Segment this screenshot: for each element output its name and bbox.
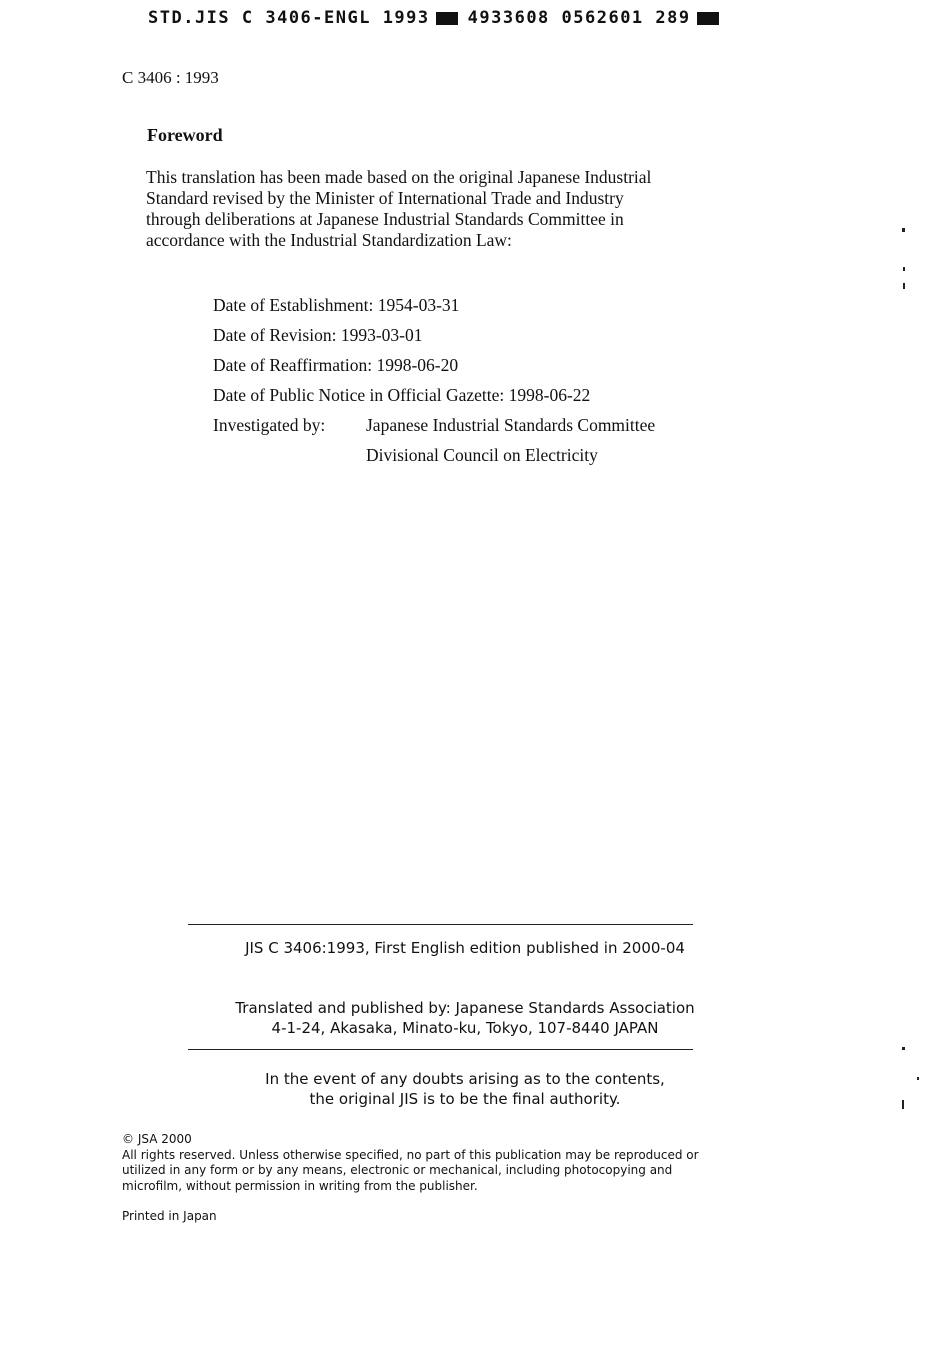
printed-in: Printed in Japan	[122, 1209, 217, 1223]
notice-line: In the event of any doubts arising as to the contents,	[265, 1070, 665, 1088]
scan-speck	[903, 283, 905, 289]
header-stamp-serial: 4933608 0562601 289	[467, 8, 691, 28]
scan-speck	[903, 267, 905, 271]
scan-speck	[902, 1100, 904, 1109]
foreword-heading: Foreword	[147, 125, 223, 145]
copyright-line: microfilm, without permission in writing from the publisher.	[122, 1178, 478, 1193]
investigated-label: Investigated by:	[213, 415, 326, 435]
intro-line: This translation has been made based on the original Japanese Industrial	[146, 167, 652, 187]
publisher-address: 4-1-24, Akasaka, Minato-ku, Tokyo, 107-8440 JAPAN	[271, 1019, 659, 1037]
notice-line: the original JIS is to be the final authority.	[309, 1090, 621, 1108]
edition-line: JIS C 3406:1993, First English edition published in 2000-04	[245, 939, 685, 957]
date-reaffirmation: Date of Reaffirmation: 1998-06-20	[213, 355, 459, 375]
scan-speck	[917, 1077, 919, 1080]
copyright-line: All rights reserved. Unless otherwise specified, no part of this publication may be reproduced or	[122, 1147, 699, 1162]
date-establishment: Date of Establishment: 1954-03-31	[213, 295, 460, 315]
copyright-mark: © JSA 2000	[122, 1132, 192, 1146]
dates-list	[213, 290, 655, 470]
authority-notice	[120, 1069, 810, 1109]
top-divider	[188, 924, 693, 925]
header-stamp	[148, 8, 719, 28]
investigated-committee: Japanese Industrial Standards Committee	[366, 415, 656, 435]
publisher-line: Translated and published by: Japanese Standards Association	[235, 999, 695, 1017]
publisher-block	[120, 998, 810, 1038]
header-stamp-code: STD.JIS C 3406-ENGL 1993	[148, 8, 430, 28]
foreword-intro	[146, 167, 766, 251]
copyright-line: utilized in any form or by any means, electronic or mechanical, including photocopying and	[122, 1163, 673, 1177]
stamp-bar-left	[436, 12, 458, 25]
intro-line: Standard revised by the Minister of International Trade and Industry	[146, 188, 624, 208]
scan-speck	[902, 1047, 905, 1050]
scan-speck	[902, 228, 905, 232]
intro-line: through deliberations at Japanese Industrial Standards Committee in	[146, 209, 624, 229]
bottom-divider	[188, 1049, 693, 1050]
date-revision: Date of Revision: 1993-03-01	[213, 325, 423, 345]
investigated-by	[213, 410, 655, 440]
document-number: C 3406 : 1993	[122, 68, 219, 87]
intro-line: accordance with the Industrial Standardization Law:	[146, 230, 512, 250]
copyright-block	[122, 1132, 762, 1194]
date-public-notice: Date of Public Notice in Official Gazette: 1998-06-22	[213, 385, 591, 405]
investigated-council: Divisional Council on Electricity	[366, 445, 598, 465]
stamp-bar-right	[697, 12, 719, 25]
